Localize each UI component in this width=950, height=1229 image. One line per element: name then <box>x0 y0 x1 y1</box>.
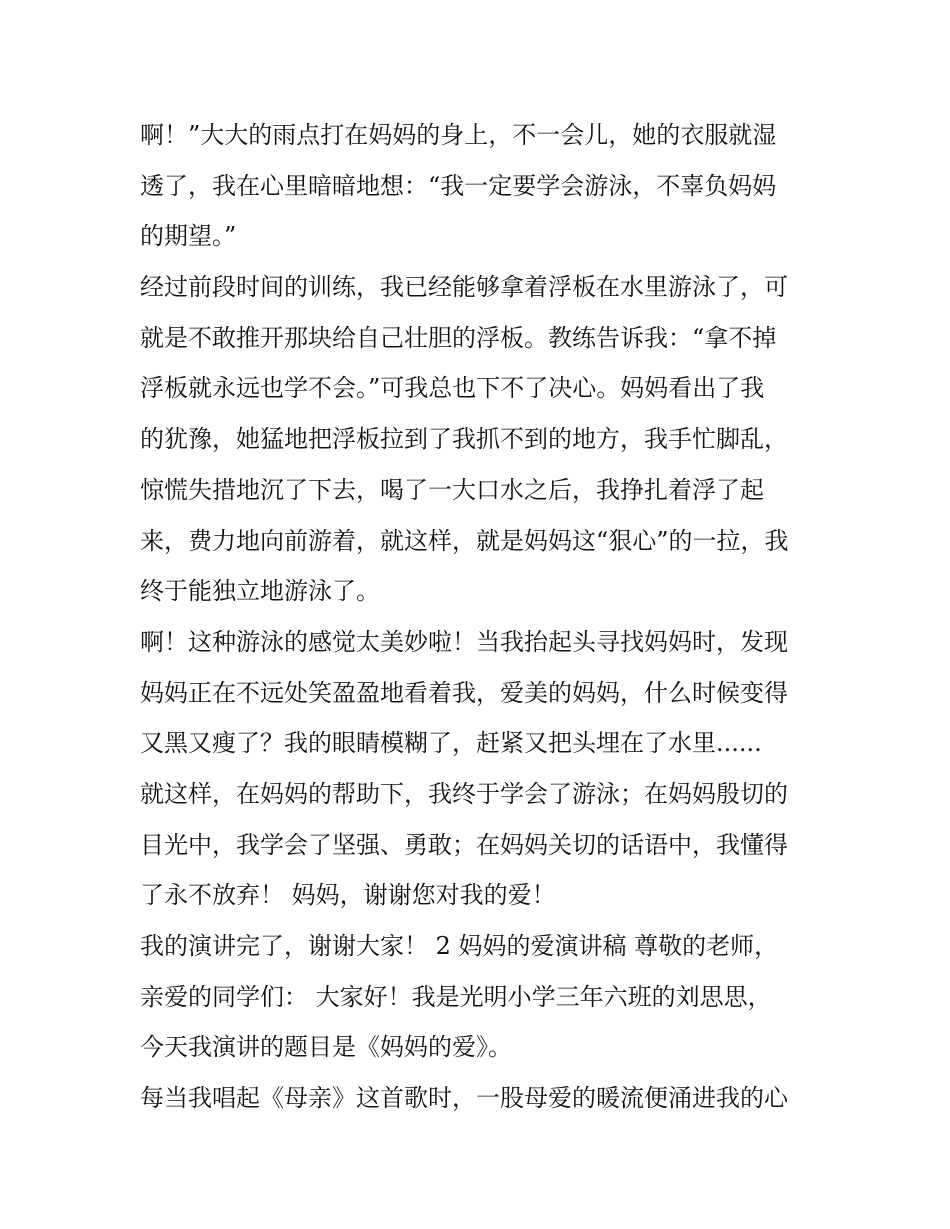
text-line: 就这样，在妈妈的帮助下，我终于学会了游泳；在妈妈殷切的 <box>140 779 788 808</box>
text-line: 终于能独立地游泳了。 <box>140 577 380 606</box>
text-line: 今天我演讲的题目是《妈妈的爱》。 <box>140 1033 512 1062</box>
text-line: 的犹豫，她猛地把浮板拉到了我抓不到的地方，我手忙脚乱， <box>140 425 788 454</box>
text-line: 就是不敢推开那块给自己壮胆的浮板。教练告诉我：“拿不掉 <box>140 323 777 352</box>
text-line: 了永不放弃！ 妈妈，谢谢您对我的爱！ <box>140 881 556 910</box>
text-line: 啊！这种游泳的感觉太美妙啦！当我抬起头寻找妈妈时，发现 <box>140 627 788 656</box>
text-line: 浮板就永远也学不会。”可我总也下不了决心。妈妈看出了我 <box>140 374 765 403</box>
text-line: 亲爱的同学们： 大家好！我是光明小学三年六班的刘思思， <box>140 982 772 1011</box>
text-line: 目光中，我学会了坚强、勇敢；在妈妈关切的话语中，我懂得 <box>140 830 788 859</box>
text-line: 透了，我在心里暗暗地想：“我一定要学会游泳，不辜负妈妈 <box>140 171 777 200</box>
text-line: 惊慌失措地沉了下去，喝了一大口水之后，我挣扎着浮了起 <box>140 475 764 504</box>
text-line: 又黑又瘦了？我的眼睛模糊了，赶紧又把头埋在了水里...... <box>140 729 762 758</box>
text-line: 来，费力地向前游着，就这样，就是妈妈这“狠心”的一拉，我 <box>140 526 789 555</box>
text-line: 每当我唱起《母亲》这首歌时，一股母爱的暖流便涌进我的心 <box>140 1084 788 1113</box>
text-line: 我的演讲完了，谢谢大家！ 2 妈妈的爱演讲稿 尊敬的老师， <box>140 932 779 960</box>
text-line: 的期望。” <box>140 222 237 251</box>
document-page <box>140 110 820 1124</box>
text-line: 啊！”大大的雨点打在妈妈的身上，不一会儿，她的衣服就湿 <box>140 121 777 149</box>
text-line: 经过前段时间的训练，我已经能够拿着浮板在水里游泳了，可 <box>140 273 788 302</box>
text-line: 妈妈正在不远处笑盈盈地看着我，爱美的妈妈，什么时候变得 <box>140 678 788 707</box>
